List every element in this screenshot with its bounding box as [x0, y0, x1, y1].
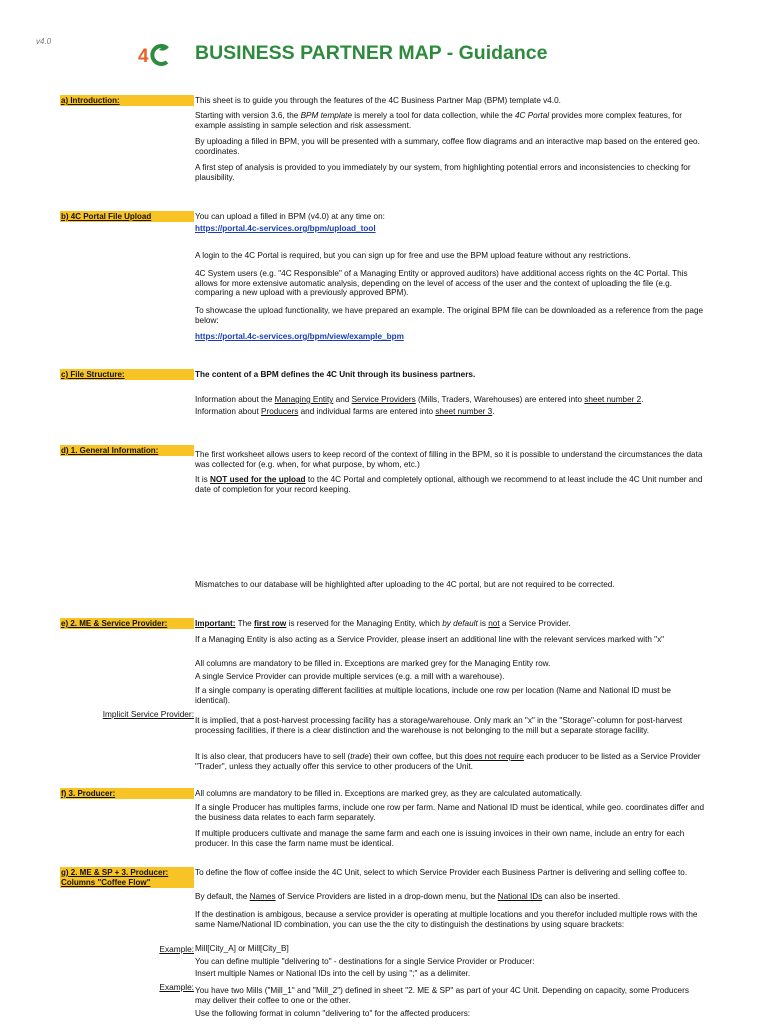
section-label-me-service-provider: e) 2. ME & Service Provider:: [60, 618, 194, 629]
flow-p7: Use the following format in column "delivering to" for the affected producers:: [195, 1009, 471, 1018]
svg-text:4: 4: [138, 46, 149, 67]
producer-p3: If multiple producers cultivate and manage the same farm and each one is issuing invoices in their own name, include an entry for each producer. In this case the farm name must be identical.: [195, 829, 685, 848]
flow-p2: By default, the Names of Service Providers are listed in a drop-down menu, but the National IDs can also be inserted.: [195, 892, 621, 901]
page-title: BUSINESS PARTNER MAP - Guidance: [195, 42, 548, 64]
producer-p2: If a single Producer has multiples farms, include one row per farm. Name and National ID must be identical, while geo. coordinates differ and the business data relates to each farm separately.: [195, 803, 705, 822]
me-sp-p7: It is also clear, that producers have to sell (trade) their own coffee, but this does not require each producer to be listed as a Service Provider "Trader", unless they actually offer this service to other producers of the Unit.: [195, 752, 701, 771]
flow-p5: Insert multiple Names or National IDs into the cell by using ";" as a delimiter.: [195, 969, 471, 978]
example-label-1: Example:: [159, 944, 194, 954]
intro-p4: A first step of analysis is provided to you immediately by our system, from highlighting potential errors and inconsistencies to checking for plausibility.: [195, 163, 691, 182]
flow-p1: To define the flow of coffee inside the 4C Unit, select to which Service Provider each Business Partner is delivering and selling coffee to.: [195, 868, 688, 877]
4c-logo: [137, 41, 173, 69]
structure-p3: Information about Producers and individual farms are entered into sheet number 3.: [195, 407, 495, 416]
upload-tool-link[interactable]: https://portal.4c-services.org/bpm/upload_tool: [195, 224, 376, 233]
intro-p3: By uploading a filled in BPM, you will be presented with a summary, coffee flow diagrams and an interactive map based on the entered geo. coordinates.: [195, 137, 700, 156]
upload-p2: A login to the 4C Portal is required, but you can sign up for free and use the BPM upload feature without any restrictions.: [195, 251, 631, 260]
general-p2: It is NOT used for the upload to the 4C Portal and completely optional, although we recommend to at least include the 4C Unit number and date of completion for your record keeping.: [195, 475, 703, 494]
version-label: v4.0: [36, 37, 52, 46]
general-p1: The first worksheet allows users to keep record of the context of filling in the BPM, so it is possible to understand the circumstances the data was collected for (e.g. when, for what purpose, by whom, etc.): [195, 450, 703, 469]
example-label-2: Example:: [159, 982, 194, 992]
section-label-general-information: d) 1. General Information:: [60, 445, 194, 456]
general-p3: Mismatches to our database will be highlighted after uploading to the 4C portal, but are not required to be corrected.: [195, 580, 615, 589]
me-sp-p6: It is implied, that a post-harvest processing facility has a storage/warehouse. Only mark an "x" in the "Storage"-column for post-harvest processing facilities, if there is a clear distinction and the warehouse is not belonging to the mill but a separate storage facility.: [195, 716, 683, 735]
flow-p6: You have two Mills ("Mill_1" and "Mill_2") defined in sheet "2. ME & SP" as part of your 4C Unit. Depending on capacity, some Producers may deliver their coffee to one or the other.: [195, 986, 689, 1005]
section-label-coffee-flow: g) 2. ME & SP + 3. Producer: Columns "Coffee Flow": [60, 867, 194, 888]
structure-p1: The content of a BPM defines the 4C Unit through its business partners.: [195, 370, 476, 379]
flow-example-1: Mill[City_A] or Mill[City_B]: [195, 944, 289, 953]
structure-p2: Information about the Managing Entity and Service Providers (Mills, Traders, Warehouses) are entered into sheet number 2.: [195, 395, 644, 404]
upload-p3: 4C System users (e.g. "4C Responsible" of a Managing Entity or approved auditors) have additional access rights on the 4C Portal. This allows for more extensive automatic analysis, depending on the level of access of the user and the context of uploading the file (e.g. comparing a new upload with a previously approved BPM).: [195, 269, 688, 298]
producer-p1: All columns are mandatory to be filled in. Exceptions are marked grey, as they are calculated automatically.: [195, 789, 582, 798]
section-label-introduction: a) Introduction:: [60, 95, 194, 106]
implicit-service-provider-label: Implicit Service Provider:: [102, 709, 194, 719]
upload-p1: You can upload a filled in BPM (v4.0) at any time on:: [195, 212, 385, 221]
intro-p2: Starting with version 3.6, the BPM template is merely a tool for data collection, while the 4C Portal provides more complex features, for example assisting in sample selection and risk assessment.: [195, 111, 682, 130]
me-sp-p5: If a single company is operating different facilities at multiple locations, include one row per location (Name and National ID must be identical).: [195, 686, 671, 705]
me-sp-p4: A single Service Provider can provide multiple services (e.g. a mill with a warehouse).: [195, 672, 505, 681]
intro-p1: This sheet is to guide you through the features of the 4C Business Partner Map (BPM) template v4.0.: [195, 96, 561, 105]
upload-p4: To showcase the upload functionality, we have prepared an example. The original BPM file can be downloaded as a reference from the page below:: [195, 306, 704, 325]
example-bpm-link[interactable]: https://portal.4c-services.org/bpm/view/example_bpm: [195, 332, 404, 341]
me-sp-p2: If a Managing Entity is also acting as a Service Provider, please insert an additional line with the relevant services marked with "x": [195, 635, 665, 644]
section-label-file-structure: c) File Structure:: [60, 369, 194, 380]
section-label-producer: f) 3. Producer:: [60, 788, 194, 799]
section-label-file-upload: b) 4C Portal File Upload: [60, 211, 194, 222]
me-sp-p1: Important: The first row is reserved for the Managing Entity, which by default is not a Service Provider.: [195, 619, 571, 628]
flow-p4: You can define multiple "delivering to" - destinations for a single Service Provider or Producer:: [195, 957, 535, 966]
flow-p3: If the destination is ambigous, because a service provider is operating at multiple locations and you therefor included multiple rows with the same Name/National ID combination, you can use the the city to distinguish the destinations by using square brackets:: [195, 910, 698, 929]
me-sp-p3: All columns are mandatory to be filled in. Exceptions are marked grey for the Managing Entity row.: [195, 659, 551, 668]
